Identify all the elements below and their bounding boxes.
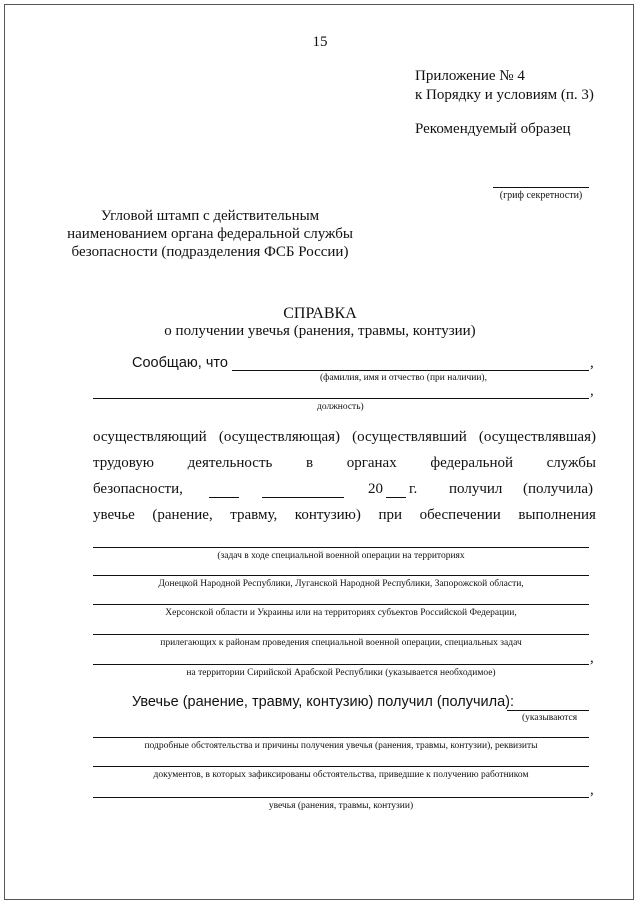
word: (осуществлявший <box>352 429 467 445</box>
paragraph-row-4 <box>93 507 596 524</box>
secrecy-line <box>493 187 589 188</box>
word: службы <box>546 455 596 471</box>
task-caption: прилегающих к районам проведения специальной военной операции, специальных задач <box>160 638 522 648</box>
word: осуществляющий <box>93 429 207 445</box>
word: (осуществляющая) <box>218 429 341 445</box>
task-caption: Херсонской области и Украины или на территориях субъектов Российской Федерации, <box>165 608 517 618</box>
injury-detail-line <box>93 737 589 738</box>
word: контузию) <box>294 507 361 523</box>
task-field-line <box>93 634 589 635</box>
word: трудовую <box>93 455 155 471</box>
word: травму, <box>230 507 278 523</box>
injury-lead: Увечье (ранение, травму, контузию) получил (получила): <box>132 694 515 710</box>
word: федеральной <box>430 455 513 471</box>
injury-detail-line <box>93 766 589 767</box>
injury-caption: подробные обстоятельства и причины получения увечья (ранения, травмы, контузии), реквизиты <box>144 741 538 751</box>
task-field-line <box>93 547 589 548</box>
document-title: СПРАВКА <box>283 305 357 322</box>
appendix-number: Приложение № 4 <box>415 68 525 84</box>
word: безопасности, <box>93 481 183 497</box>
injury-caption: документов, в которых зафиксированы обстоятельства, приведшие к получению работником <box>153 770 529 780</box>
month-field-line <box>262 497 344 498</box>
position-field-comma: , <box>590 383 594 399</box>
task-field-line <box>93 664 589 665</box>
corner-stamp-text: Угловой штамп с действительным наименованием органа федеральной службы безопасности (подразделения ФСБ России) <box>67 208 353 260</box>
task-caption: на территории Сирийской Арабской Республики (указывается необходимое) <box>186 668 496 678</box>
word: (осуществлявшая) <box>478 429 596 445</box>
injury-caption-right: (указываются <box>522 713 578 723</box>
position-field-line <box>93 398 589 399</box>
word: получил <box>449 481 503 497</box>
name-caption: (фамилия, имя и отчество (при наличии), <box>320 373 487 383</box>
injury-caption: увечья (ранения, травмы, контузии) <box>268 801 414 811</box>
task-caption: Донецкой Народной Республики, Луганской Народной Республики, Запорожской области, <box>158 579 524 589</box>
year-suffix: г. <box>409 481 418 497</box>
task-field-line <box>93 604 589 605</box>
year-field-line <box>386 497 406 498</box>
injury-field-comma: , <box>590 782 594 798</box>
word: выполнения <box>518 507 596 523</box>
name-field-comma: , <box>590 355 594 371</box>
paragraph-row-1 <box>93 429 596 446</box>
injury-field-line <box>507 710 589 711</box>
word: при <box>378 507 402 523</box>
word: (получила) <box>523 481 594 497</box>
day-field-line <box>209 497 239 498</box>
paragraph-row-2 <box>93 455 596 472</box>
word: увечье <box>93 507 135 523</box>
word: обеспечении <box>419 507 501 523</box>
year-prefix: 20 <box>368 481 383 497</box>
appendix-reference: к Порядку и условиям (п. 3) <box>415 87 594 103</box>
page-number: 15 <box>312 34 328 50</box>
report-lead: Сообщаю, что <box>132 355 228 371</box>
position-caption: должность) <box>317 402 364 412</box>
task-field-comma: , <box>590 650 594 666</box>
task-field-line <box>93 575 589 576</box>
sample-label: Рекомендуемый образец <box>415 121 571 137</box>
document-subtitle: о получении увечья (ранения, травмы, контузии) <box>164 323 476 339</box>
word: органах <box>346 455 397 471</box>
injury-detail-line <box>93 797 589 798</box>
task-caption: (задач в ходе специальной военной операции на территориях <box>217 551 465 561</box>
word: деятельность <box>187 455 273 471</box>
secrecy-caption: (гриф секретности) <box>499 190 583 201</box>
name-field-line <box>232 370 589 371</box>
word: в <box>305 455 314 471</box>
word: (ранение, <box>152 507 213 523</box>
